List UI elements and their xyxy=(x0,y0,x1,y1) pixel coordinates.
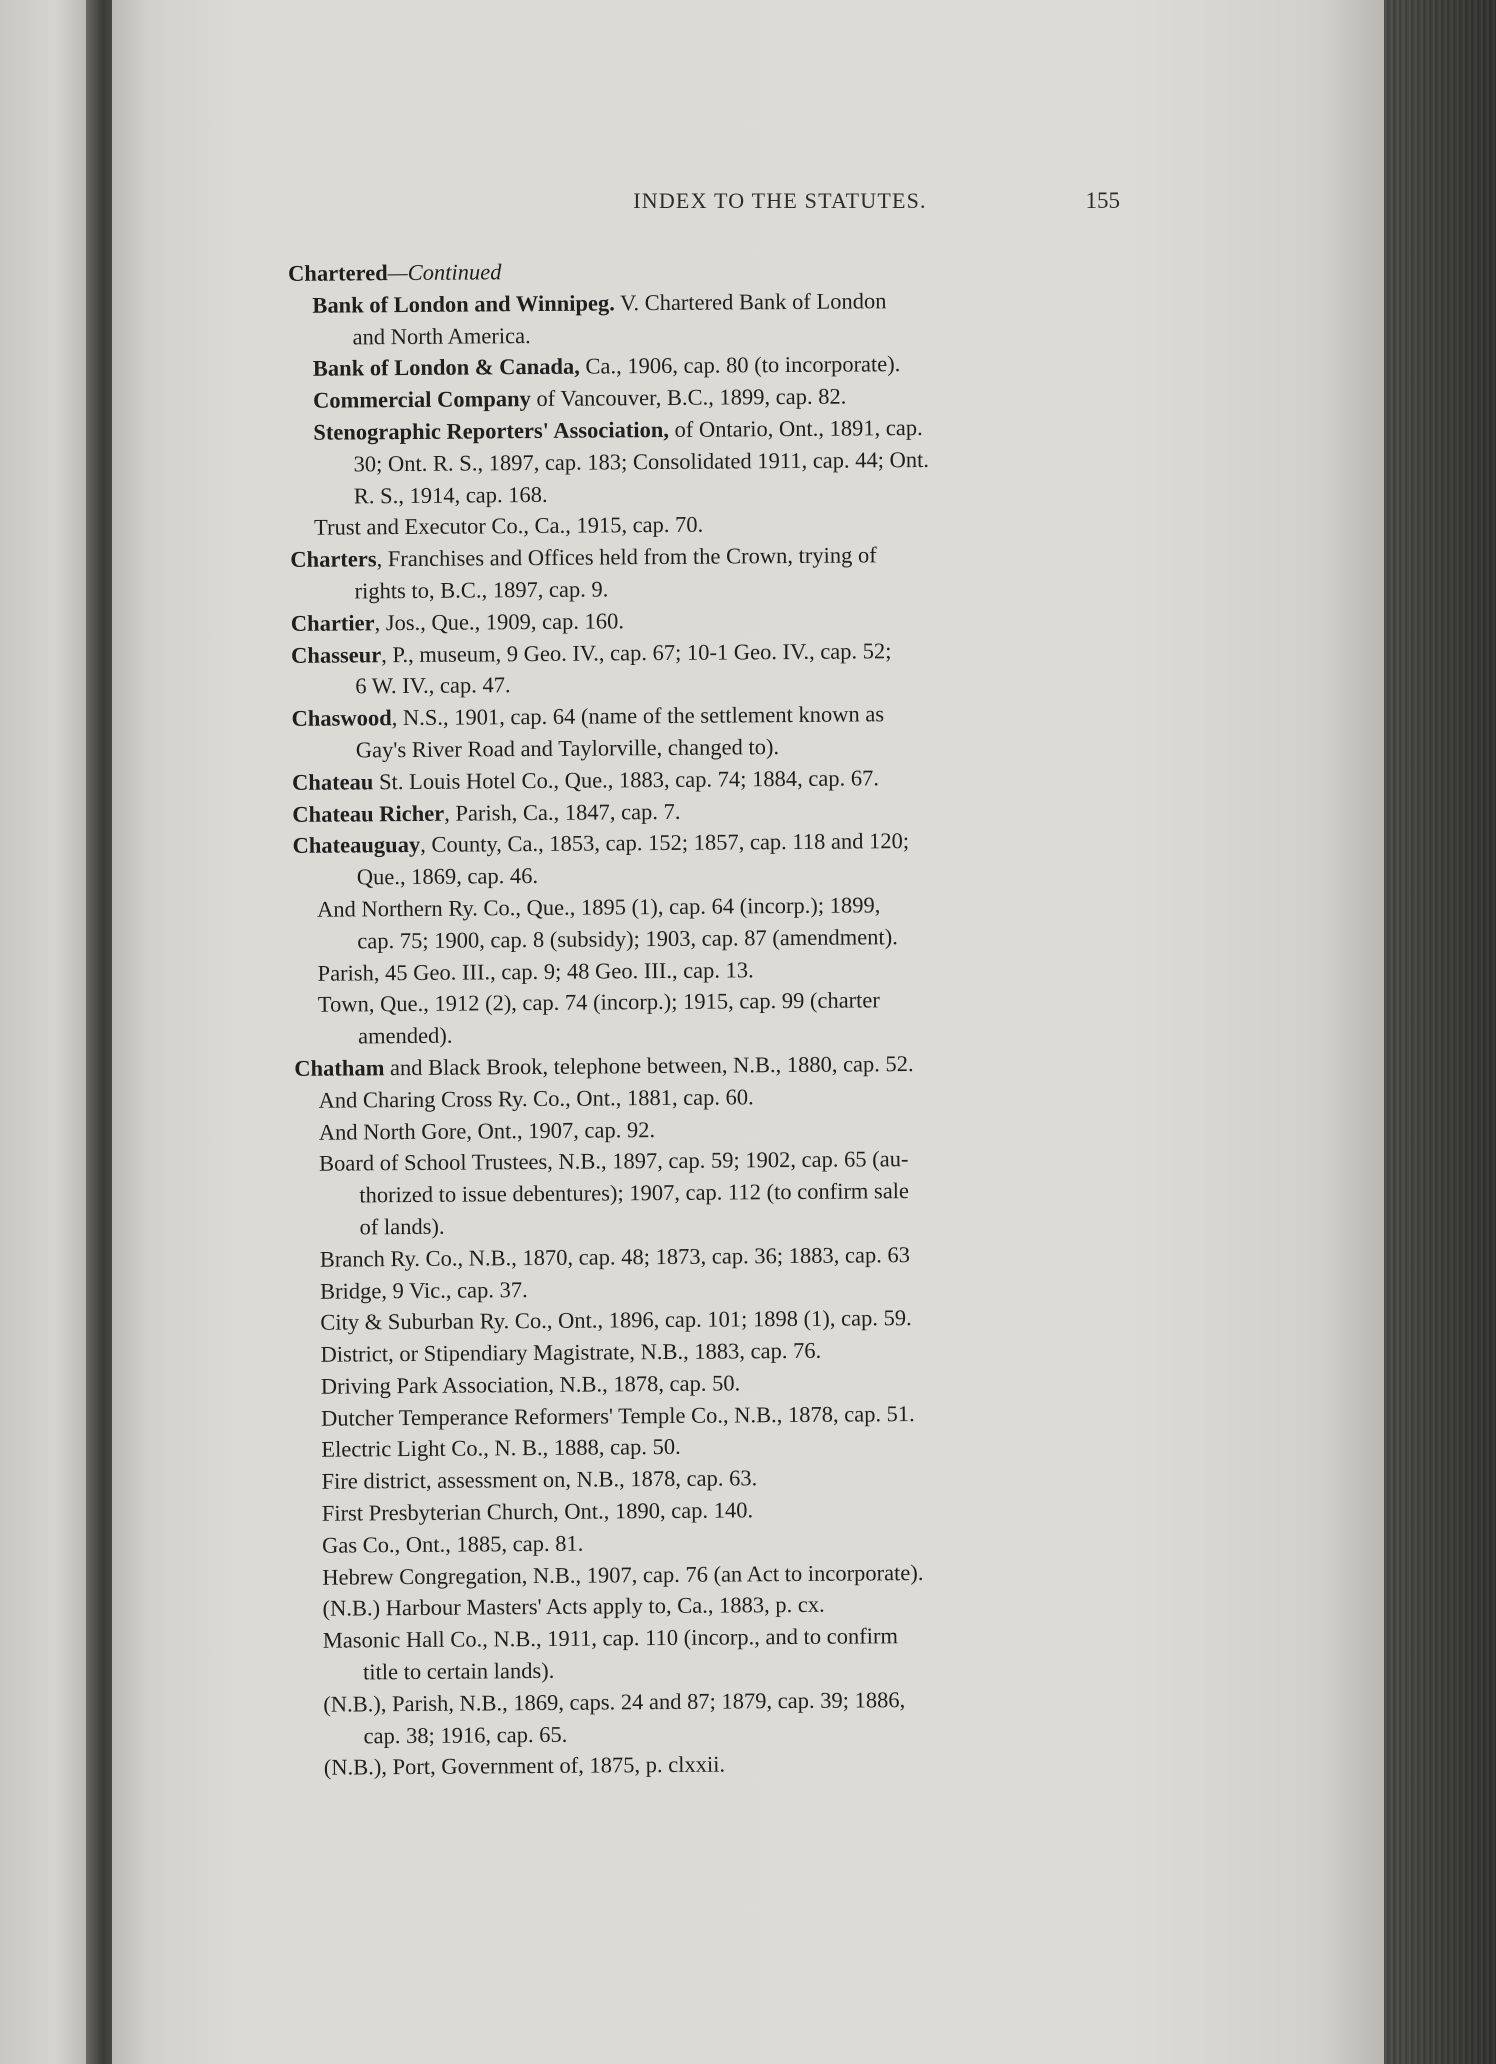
entry-text: Fire district, assessment on, N.B., 1878, cap. 63. xyxy=(321,1465,758,1494)
entry-text: Board of School Trustees, N.B., 1897, cap. 59; 1902, cap. 65 (au- xyxy=(319,1146,909,1177)
entry-heading: Chartier xyxy=(290,610,375,636)
page-number: 155 xyxy=(1085,188,1120,213)
index-entries xyxy=(280,251,1172,1784)
entry-text: thorized to issue debentures); 1907, cap. 112 (to confirm sale xyxy=(359,1178,910,1208)
entry-text: First Presbyterian Church, Ont., 1890, cap. 140. xyxy=(321,1497,754,1526)
entry-text: Town, Que., 1912 (2), cap. 74 (incorp.); 1915, cap. 99 (charter xyxy=(317,987,880,1018)
entry-text: St. Louis Hotel Co., Que., 1883, cap. 74; 1884, cap. 67. xyxy=(373,765,880,795)
entry-text: Gas Co., Ont., 1885, cap. 81. xyxy=(322,1530,584,1558)
entry-text: cap. 75; 1900, cap. 8 (subsidy); 1903, cap. 87 (amendment). xyxy=(357,923,898,954)
running-head: INDEX TO THE STATUTES. xyxy=(633,188,927,213)
entry-heading: Bank of London and Winnipeg. xyxy=(312,290,615,318)
entry-text: Bridge, 9 Vic., cap. 37. xyxy=(320,1276,528,1304)
entry-text: R. S., 1914, cap. 168. xyxy=(353,481,548,509)
entry-heading: Bank of London & Canada, xyxy=(312,354,580,382)
entry-text: and North America. xyxy=(352,322,531,350)
entry-heading: Chateau Richer xyxy=(292,800,445,827)
entry-text: (N.B.), Port, Government of, 1875, p. clxxii. xyxy=(323,1752,726,1781)
entry-heading: Stenographic Reporters' Association, xyxy=(313,416,670,445)
page-stack-shadow xyxy=(1384,0,1496,2064)
entry-heading: Chateauguay xyxy=(292,832,421,859)
entry-text: 30; Ont. R. S., 1897, cap. 183; Consolidated 1911, cap. 44; Ont. xyxy=(353,446,930,477)
entry-text: (N.B.), Parish, N.B., 1869, caps. 24 and 87; 1879, cap. 39; 1886, xyxy=(323,1686,906,1717)
entry-text: of lands). xyxy=(359,1213,445,1240)
entry-heading: Chasseur xyxy=(291,641,382,668)
entry-text: rights to, B.C., 1897, cap. 9. xyxy=(354,576,609,604)
entry-text: Parish, 45 Geo. III., cap. 9; 48 Geo. III., cap. 13. xyxy=(317,956,754,986)
entry-text: And Northern Ry. Co., Que., 1895 (1), cap. 64 (incorp.); 1899, xyxy=(317,892,881,922)
entry-text: Que., 1869, cap. 46. xyxy=(356,863,539,890)
entry-text: City & Suburban Ry. Co., Ont., 1896, cap. 101; 1898 (1), cap. 59. xyxy=(320,1305,912,1336)
entry-heading: Chatham xyxy=(294,1055,385,1081)
entry-text: , P., museum, 9 Geo. IV., cap. 67; 10-1 Geo. IV., cap. 52; xyxy=(381,637,892,667)
entry-heading: Charters xyxy=(290,546,377,573)
entry-text: And North Gore, Ont., 1907, cap. 92. xyxy=(318,1116,656,1145)
entry-text: —Continued xyxy=(387,259,502,286)
entry-heading: Chaswood xyxy=(291,705,392,732)
entry-text: Trust and Executor Co., Ca., 1915, cap. 70. xyxy=(314,512,704,541)
entry-text: Masonic Hall Co., N.B., 1911, cap. 110 (incorp., and to confirm xyxy=(322,1623,899,1653)
entry-text: cap. 38; 1916, cap. 65. xyxy=(363,1721,568,1749)
entry-heading: Commercial Company xyxy=(313,386,531,413)
left-page-edge xyxy=(0,0,100,2064)
entry-text: Electric Light Co., N. B., 1888, cap. 50. xyxy=(321,1434,681,1463)
entry-text: And Charing Cross Ry. Co., Ont., 1881, cap. 60. xyxy=(318,1084,754,1113)
entry-text: Driving Park Association, N.B., 1878, cap. 50. xyxy=(320,1370,741,1399)
entry-text: title to certain lands). xyxy=(363,1657,555,1685)
entry-text: Gay's River Road and Taylorville, changed to). xyxy=(355,734,780,763)
entry-text: Ca., 1906, cap. 80 (to incorporate). xyxy=(579,351,901,380)
entry-text: (N.B.) Harbour Masters' Acts apply to, Ca., 1883, p. cx. xyxy=(322,1592,825,1622)
entry-text: , Parish, Ca., 1847, cap. 7. xyxy=(444,798,681,826)
entry-heading: Chartered xyxy=(288,260,388,286)
entry-text: , Jos., Que., 1909, cap. 160. xyxy=(374,608,625,636)
entry-text: and Black Brook, telephone between, N.B., 1880, cap. 52. xyxy=(384,1050,914,1081)
entry-text: of Ontario, Ont., 1891, cap. xyxy=(668,414,923,442)
entry-text: V. Chartered Bank of London xyxy=(614,288,887,316)
entry-text: , N.S., 1901, cap. 64 (name of the settlement known as xyxy=(391,701,885,731)
entry-text: Hebrew Congregation, N.B., 1907, cap. 76 (an Act to incorporate). xyxy=(322,1559,924,1590)
entry-text: Dutcher Temperance Reformers' Temple Co., N.B., 1878, cap. 51. xyxy=(321,1400,915,1431)
entry-text: District, or Stipendiary Magistrate, N.B., 1883, cap. 76. xyxy=(320,1337,822,1367)
entry-text: amended). xyxy=(358,1022,453,1049)
entry-text: 6 W. IV., cap. 47. xyxy=(355,672,511,699)
entry-text: Branch Ry. Co., N.B., 1870, cap. 48; 1873, cap. 36; 1883, cap. 63 xyxy=(319,1241,911,1272)
entry-text: of Vancouver, B.C., 1899, cap. 82. xyxy=(530,383,847,412)
entry-text: , Franchises and Offices held from the Crown, trying of xyxy=(376,542,877,572)
entry-heading: Chateau xyxy=(292,769,374,795)
entry-text: , County, Ca., 1853, cap. 152; 1857, cap. 118 and 120; xyxy=(420,828,910,858)
